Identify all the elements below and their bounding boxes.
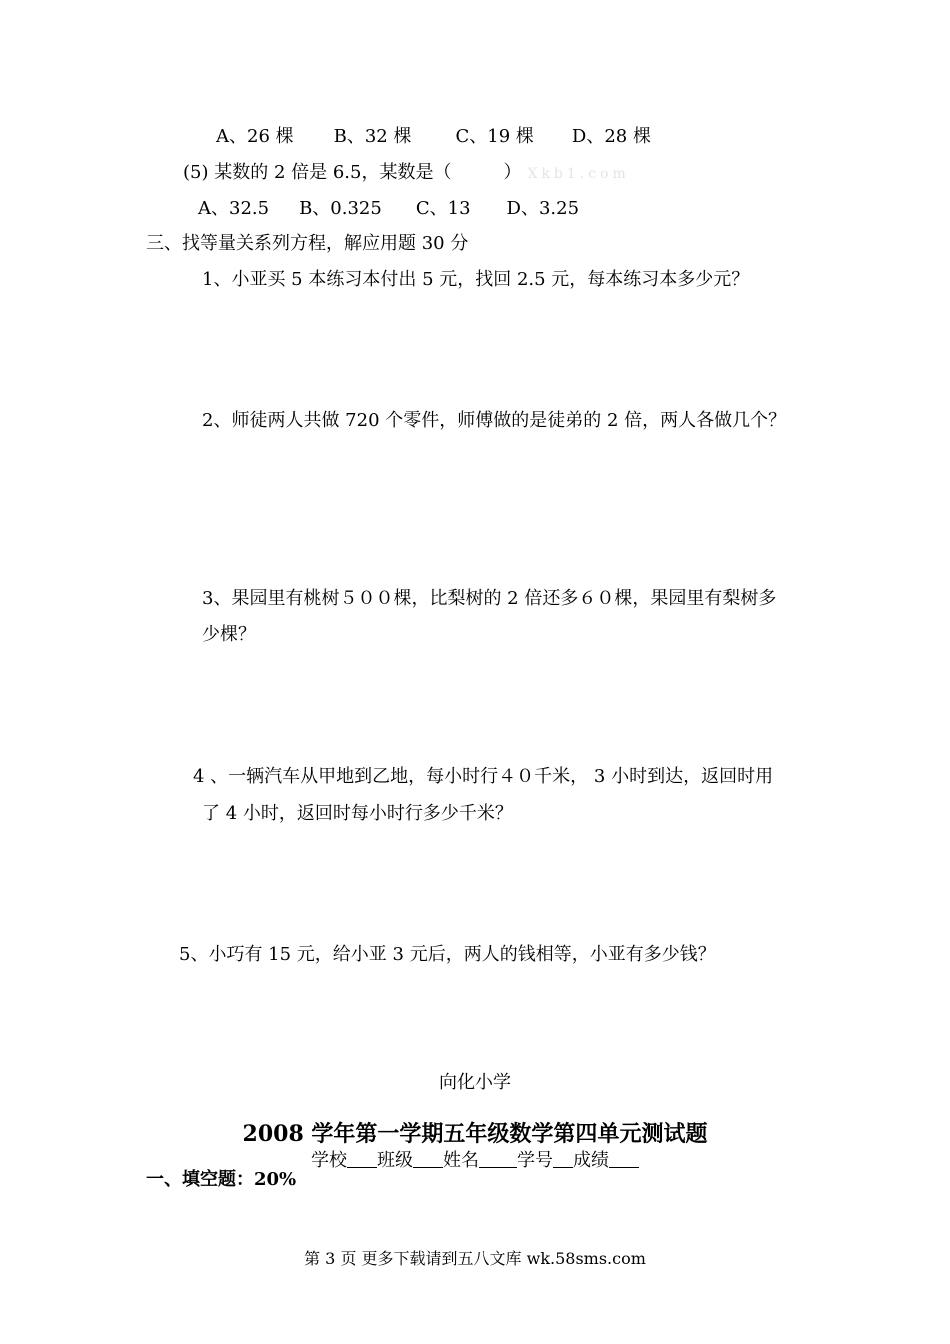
q5-option-b: B、0.325	[299, 198, 382, 219]
field-score-blank	[609, 1149, 639, 1168]
q5-option-d: D、3.25	[506, 198, 580, 219]
q4-option-c: C、19 棵	[455, 126, 534, 147]
q4-options	[216, 126, 651, 148]
q5-options	[198, 198, 579, 220]
field-number-blank	[553, 1149, 573, 1168]
q5-option-a: A、32.5	[198, 198, 270, 219]
q5-label: (5)	[183, 162, 209, 183]
school-name: 向化小学	[439, 1072, 511, 1093]
field-school-blank	[347, 1149, 377, 1168]
q5-text: 某数的 2 倍是 6.5，某数是（	[214, 162, 452, 183]
q4-option-b: B、32 棵	[333, 126, 412, 147]
field-name-label: 姓名	[443, 1150, 479, 1171]
field-name-blank	[479, 1149, 517, 1168]
section3-heading: 三、找等量关系列方程，解应用题 30 分	[146, 233, 469, 254]
q5-question	[183, 162, 630, 185]
problem-3-line-2: 少棵？	[202, 624, 256, 645]
problem-3-line-1: 3、果园里有桃树５００棵，比梨树的 2 倍还多６０棵，果园里有梨树多	[202, 588, 777, 609]
field-class-label: 班级	[377, 1150, 413, 1171]
problem-5: 5、小巧有 15 元，给小亚 3 元后，两人的钱相等，小亚有多少钱？	[179, 944, 716, 965]
field-number-label: 学号	[517, 1150, 553, 1171]
problem-4-line-1: 4 、一辆汽车从甲地到乙地，每小时行４０千米， 3 小时到达，返回时用	[193, 766, 774, 787]
section1-heading: 一、填空题：20%	[146, 1169, 297, 1190]
student-info-line	[0, 1146, 950, 1172]
problem-1: 1、小亚买 5 本练习本付出 5 元，找回 2.5 元，每本练习本多少元？	[202, 269, 750, 290]
q4-option-d: D、28 棵	[571, 126, 651, 147]
problem-4-line-2: 了 4 小时，返回时每小时行多少千米？	[202, 803, 513, 824]
field-school-label: 学校	[311, 1150, 347, 1171]
page-footer: 第 3 页 更多下载请到五八文库 wk.58sms.com	[304, 1249, 646, 1268]
q5-option-c: C、13	[415, 198, 471, 219]
q5-close-paren: ）	[503, 162, 522, 183]
watermark-text: Xkb1.com	[527, 166, 630, 182]
q4-option-a: A、26 棵	[216, 126, 294, 147]
paper-title: 2008 学年第一学期五年级数学第四单元测试题	[242, 1121, 708, 1147]
field-score-label: 成绩	[573, 1150, 609, 1171]
problem-2: 2、师徒两人共做 720 个零件，师傅做的是徒弟的 2 倍，两人各做几个？	[202, 410, 787, 431]
field-class-blank	[413, 1149, 443, 1168]
